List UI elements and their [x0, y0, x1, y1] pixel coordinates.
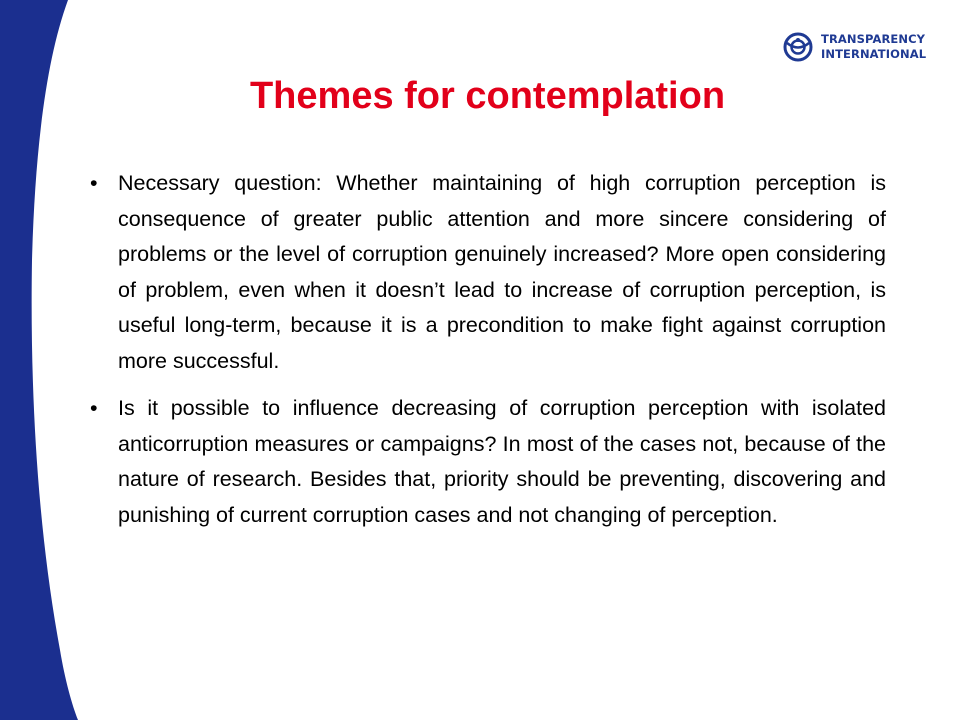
- slide-title: Themes for contemplation: [249, 75, 726, 117]
- bullet-item: [90, 166, 886, 379]
- bullet-icon: •: [90, 171, 98, 195]
- logo-line-2: INTERNATIONAL: [821, 47, 927, 61]
- ti-logo-icon: [783, 32, 813, 62]
- bullet-text: Is it possible to influence decreasing of corruption perception with isolated anticorruption measures or campaigns? In most of the cases not, because of the nature of research. Besides that, priority should be preventing, discovering and punishing of current corruption cases and not changing of perception.: [118, 396, 886, 527]
- bullet-list: [90, 166, 886, 545]
- logo-wordmark: [821, 32, 926, 62]
- bullet-icon: •: [90, 396, 98, 420]
- bullet-item: [90, 391, 886, 533]
- transparency-international-logo: [783, 30, 943, 70]
- bullet-text: Necessary question: Whether maintaining of high corruption perception is consequence of greater public attention and more sincere considering of problems or the level of corruption genuinely increased? More open considering of problem, even when it doesn’t lead to increase of corruption perception, is useful long-term, because it is a precondition to make fight against corruption more successful.: [118, 171, 886, 373]
- logo-line-1: TRANSPARENCY: [821, 32, 926, 46]
